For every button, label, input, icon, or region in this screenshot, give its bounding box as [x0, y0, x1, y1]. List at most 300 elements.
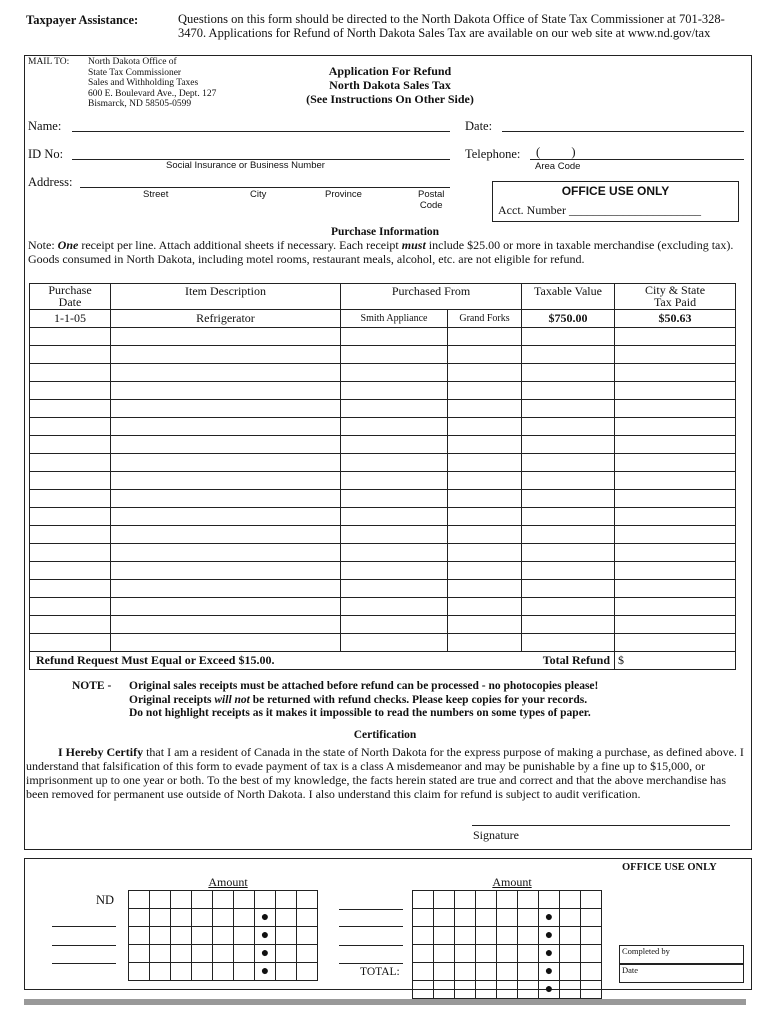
- table-cell[interactable]: [448, 544, 522, 562]
- amount-cell[interactable]: [413, 981, 434, 999]
- amount-cell[interactable]: [560, 963, 581, 981]
- amount-row: [413, 945, 602, 963]
- amount-cell[interactable]: [171, 927, 192, 945]
- amount-cell[interactable]: [171, 909, 192, 927]
- note-label: NOTE -: [72, 680, 112, 692]
- table-row-example: [30, 310, 736, 328]
- amount-cell[interactable]: [192, 891, 213, 909]
- table-cell[interactable]: [30, 472, 111, 490]
- amount-cell[interactable]: [497, 891, 518, 909]
- amount-cell[interactable]: [476, 927, 497, 945]
- table-row: [30, 472, 736, 490]
- amount-cell[interactable]: [297, 909, 318, 927]
- table-cell[interactable]: [615, 436, 736, 454]
- mailing-address: [88, 57, 216, 110]
- amount-cell[interactable]: [276, 963, 297, 981]
- amount-cell[interactable]: [192, 963, 213, 981]
- account-number-label: Acct. Number ______________________: [498, 203, 701, 217]
- table-cell[interactable]: [448, 382, 522, 400]
- note-middle: receipt per line. Attach additional sheets if necessary. Each receipt: [78, 238, 402, 252]
- table-cell[interactable]: [30, 490, 111, 508]
- table-cell[interactable]: [30, 598, 111, 616]
- amount-cell[interactable]: [192, 945, 213, 963]
- name-label: Name:: [28, 119, 62, 133]
- table-cell[interactable]: [522, 562, 615, 580]
- amount-cell[interactable]: [213, 927, 234, 945]
- table-cell[interactable]: [448, 346, 522, 364]
- amount-cell[interactable]: [455, 891, 476, 909]
- table-cell[interactable]: [448, 634, 522, 652]
- signature-field[interactable]: [472, 825, 730, 826]
- amount-cell[interactable]: [150, 909, 171, 927]
- province-sublabel: Province: [325, 189, 362, 200]
- amount-cell[interactable]: [581, 981, 602, 999]
- table-cell[interactable]: [448, 418, 522, 436]
- table-cell[interactable]: [341, 382, 448, 400]
- amount-cell[interactable]: [581, 963, 602, 981]
- table-cell[interactable]: [615, 508, 736, 526]
- table-cell[interactable]: [615, 526, 736, 544]
- amount-cell[interactable]: [581, 891, 602, 909]
- table-cell[interactable]: [522, 544, 615, 562]
- table-cell[interactable]: [111, 418, 341, 436]
- table-cell[interactable]: [30, 616, 111, 634]
- amount-row: [413, 963, 602, 981]
- table-cell[interactable]: [522, 508, 615, 526]
- telephone-field[interactable]: [530, 159, 744, 160]
- table-cell[interactable]: [615, 634, 736, 652]
- amount-cell[interactable]: [560, 891, 581, 909]
- amount-cell[interactable]: [129, 945, 150, 963]
- amount-cell[interactable]: [234, 891, 255, 909]
- amount-cell[interactable]: [455, 981, 476, 999]
- amount-cell[interactable]: [560, 927, 581, 945]
- header-taxable-value: Taxable Value: [522, 284, 615, 310]
- amount-cell[interactable]: [497, 945, 518, 963]
- decimal-dot[interactable]: ●: [255, 963, 276, 981]
- table-cell[interactable]: [522, 346, 615, 364]
- certification-title: Certification: [353, 729, 417, 741]
- amount-cell[interactable]: [413, 909, 434, 927]
- amount-cell[interactable]: [276, 909, 297, 927]
- table-cell[interactable]: [111, 616, 341, 634]
- decimal-dot[interactable]: ●: [255, 927, 276, 945]
- amount-cell[interactable]: [297, 945, 318, 963]
- postal-code-sublabel: [418, 189, 444, 211]
- table-row: [30, 526, 736, 544]
- date-office-field[interactable]: [619, 964, 744, 983]
- table-cell[interactable]: [111, 562, 341, 580]
- decimal-dot[interactable]: ●: [539, 927, 560, 945]
- amount-cell[interactable]: [150, 945, 171, 963]
- amount-cell[interactable]: [581, 945, 602, 963]
- amount-cell[interactable]: [476, 963, 497, 981]
- table-cell[interactable]: [111, 526, 341, 544]
- amount-cell[interactable]: [234, 963, 255, 981]
- example-city: Grand Forks: [448, 310, 522, 328]
- amount-cell[interactable]: [234, 945, 255, 963]
- header-tax-paid: City & State Tax Paid: [615, 284, 736, 310]
- decimal-dot[interactable]: ●: [255, 909, 276, 927]
- city-sublabel: City: [250, 189, 267, 200]
- mail-line: Sales and Withholding Taxes: [88, 78, 199, 88]
- amount-cell[interactable]: [476, 909, 497, 927]
- table-cell[interactable]: [522, 472, 615, 490]
- table-cell[interactable]: [615, 400, 736, 418]
- amount-cell[interactable]: [213, 963, 234, 981]
- amount-cell[interactable]: [413, 891, 434, 909]
- amount-cell[interactable]: [213, 891, 234, 909]
- table-cell[interactable]: [30, 454, 111, 472]
- amount-cell[interactable]: [434, 945, 455, 963]
- table-cell[interactable]: [615, 346, 736, 364]
- amount-cell[interactable]: [192, 909, 213, 927]
- table-cell[interactable]: [615, 598, 736, 616]
- table-cell[interactable]: [341, 598, 448, 616]
- table-cell[interactable]: [111, 400, 341, 418]
- table-cell[interactable]: [111, 634, 341, 652]
- blank-rows: [30, 328, 736, 652]
- amount-cell[interactable]: [581, 927, 602, 945]
- amount-cell[interactable]: [129, 909, 150, 927]
- decimal-dot[interactable]: ●: [539, 963, 560, 981]
- table-cell[interactable]: [615, 544, 736, 562]
- id-no-label: ID No:: [28, 147, 64, 161]
- header-purchase-date: Purchase Date: [30, 284, 111, 310]
- amount-row: [129, 909, 318, 927]
- note-line-1: Original sales receipts must be attached before refund can be processed - no photocopies please!: [129, 680, 599, 692]
- amount-cell[interactable]: [434, 909, 455, 927]
- table-cell[interactable]: [615, 616, 736, 634]
- table-cell[interactable]: [111, 544, 341, 562]
- certification-text: [26, 745, 748, 801]
- amount-cell[interactable]: [213, 945, 234, 963]
- mail-line: Bismarck, ND 58505-0599: [88, 99, 192, 109]
- telephone-label: Telephone:: [465, 147, 521, 161]
- amount-cell[interactable]: [497, 981, 518, 999]
- table-cell[interactable]: [30, 364, 111, 382]
- table-cell[interactable]: [522, 400, 615, 418]
- amount-cell[interactable]: [497, 927, 518, 945]
- table-cell[interactable]: [30, 526, 111, 544]
- amount-cell[interactable]: [413, 963, 434, 981]
- amount-cell[interactable]: [297, 891, 318, 909]
- amount-cell[interactable]: [276, 891, 297, 909]
- purchase-information-title: Purchase Information: [330, 226, 440, 238]
- office-use-title: OFFICE USE ONLY: [561, 184, 670, 198]
- table-cell[interactable]: [448, 616, 522, 634]
- table-cell[interactable]: [448, 364, 522, 382]
- mail-to-label: MAIL TO:: [28, 57, 70, 67]
- table-cell[interactable]: [341, 328, 448, 346]
- blank-line[interactable]: [339, 926, 403, 927]
- table-cell[interactable]: [522, 382, 615, 400]
- postal-word: Postal: [418, 189, 445, 200]
- total-refund-label: Total Refund: [522, 652, 615, 670]
- table-cell[interactable]: [341, 508, 448, 526]
- completed-by-label: Completed by: [622, 946, 670, 956]
- table-cell[interactable]: [448, 454, 522, 472]
- table-cell[interactable]: [111, 382, 341, 400]
- amount-cell[interactable]: [434, 981, 455, 999]
- id-no-sublabel: Social Insurance or Business Number: [166, 160, 325, 171]
- table-cell[interactable]: [111, 454, 341, 472]
- table-row: [30, 634, 736, 652]
- table-cell[interactable]: [341, 562, 448, 580]
- table-cell[interactable]: [615, 472, 736, 490]
- amount-cell[interactable]: [476, 945, 497, 963]
- table-cell[interactable]: [341, 616, 448, 634]
- table-cell[interactable]: [615, 454, 736, 472]
- amount-row: [413, 891, 602, 909]
- table-cell[interactable]: [30, 328, 111, 346]
- table-cell[interactable]: [522, 526, 615, 544]
- amount-cell[interactable]: [150, 963, 171, 981]
- amount-row: [413, 927, 602, 945]
- table-cell[interactable]: [522, 328, 615, 346]
- table-row: [30, 382, 736, 400]
- table-cell[interactable]: [30, 382, 111, 400]
- table-cell[interactable]: [448, 580, 522, 598]
- amount-cell[interactable]: [518, 891, 539, 909]
- example-item: Refrigerator: [111, 310, 341, 328]
- note-rest: include $25.00 or more in taxable merchandise (excluding tax). Goods consumed in North Dakota, including motel rooms, restaurant meals, alcohol, etc. are not eligible for refund.: [28, 238, 734, 266]
- taxpayer-assistance-label: Taxpayer Assistance:: [26, 13, 139, 27]
- amount-cell[interactable]: [518, 945, 539, 963]
- amount-row: [129, 963, 318, 981]
- table-cell[interactable]: [615, 562, 736, 580]
- certify-lead: I Hereby Certify: [58, 745, 144, 759]
- table-cell[interactable]: [341, 436, 448, 454]
- table-cell[interactable]: [615, 382, 736, 400]
- decimal-dot[interactable]: ●: [539, 909, 560, 927]
- amount-cell[interactable]: [192, 927, 213, 945]
- date-label: Date:: [465, 119, 493, 133]
- amount-cell[interactable]: [455, 909, 476, 927]
- amount-cell[interactable]: [255, 891, 276, 909]
- note-line-2: Original receipts will not be returned with refund checks. Please keep copies for your records.: [129, 693, 588, 706]
- table-row: [30, 544, 736, 562]
- table-total-row: [30, 652, 736, 670]
- table-cell[interactable]: [111, 436, 341, 454]
- table-cell[interactable]: [448, 508, 522, 526]
- table-cell[interactable]: [30, 400, 111, 418]
- amount-cell[interactable]: [297, 963, 318, 981]
- table-cell[interactable]: [448, 400, 522, 418]
- table-cell[interactable]: [522, 634, 615, 652]
- name-field[interactable]: [72, 131, 450, 132]
- table-cell[interactable]: [111, 328, 341, 346]
- amount-cell[interactable]: [413, 927, 434, 945]
- table-row: [30, 598, 736, 616]
- amount-cell[interactable]: [129, 963, 150, 981]
- amount-cell[interactable]: [455, 945, 476, 963]
- table-row: [30, 454, 736, 472]
- amount-cell[interactable]: [297, 927, 318, 945]
- table-cell[interactable]: [522, 364, 615, 382]
- amount-cell[interactable]: [150, 927, 171, 945]
- table-cell[interactable]: [341, 364, 448, 382]
- table-cell[interactable]: [30, 418, 111, 436]
- amount-cell[interactable]: [150, 891, 171, 909]
- note-text: [129, 680, 749, 721]
- table-cell[interactable]: [111, 490, 341, 508]
- mail-line: State Tax Commissioner: [88, 67, 182, 78]
- table-cell[interactable]: [341, 634, 448, 652]
- amount-row: [413, 981, 602, 999]
- table-cell[interactable]: [448, 328, 522, 346]
- amount-cell[interactable]: [434, 927, 455, 945]
- table-cell[interactable]: [448, 562, 522, 580]
- table-cell[interactable]: [341, 526, 448, 544]
- amount-cell[interactable]: [213, 909, 234, 927]
- amount-cell[interactable]: [434, 891, 455, 909]
- amount-cell[interactable]: [497, 963, 518, 981]
- table-cell[interactable]: [448, 436, 522, 454]
- amount-cell[interactable]: [434, 963, 455, 981]
- amount-cell[interactable]: [129, 891, 150, 909]
- form-title-line: (See Instructions On Other Side): [306, 92, 474, 106]
- table-cell[interactable]: [341, 418, 448, 436]
- note-one: One: [57, 238, 79, 252]
- table-cell[interactable]: [615, 490, 736, 508]
- table-cell[interactable]: [341, 490, 448, 508]
- form-title-line: Application For Refund: [328, 64, 452, 78]
- table-row: [30, 328, 736, 346]
- amount-cell[interactable]: [476, 891, 497, 909]
- table-cell[interactable]: [30, 544, 111, 562]
- table-cell[interactable]: [341, 544, 448, 562]
- table-cell[interactable]: [522, 490, 615, 508]
- amount-cell[interactable]: [413, 945, 434, 963]
- amount-row: [129, 891, 318, 909]
- mail-line: North Dakota Office of: [88, 57, 177, 67]
- amount-cell[interactable]: [171, 945, 192, 963]
- blank-line[interactable]: [52, 926, 116, 927]
- example-taxable: $750.00: [522, 310, 615, 328]
- amount-cell[interactable]: [276, 945, 297, 963]
- amount-cell[interactable]: [518, 963, 539, 981]
- address-field[interactable]: [80, 187, 450, 188]
- table-cell[interactable]: [30, 580, 111, 598]
- table-cell[interactable]: [111, 508, 341, 526]
- table-cell[interactable]: [522, 598, 615, 616]
- table-cell[interactable]: [111, 472, 341, 490]
- amount-cell[interactable]: [581, 909, 602, 927]
- purchase-note: [28, 239, 753, 266]
- amount-cell[interactable]: [560, 909, 581, 927]
- table-cell[interactable]: [615, 580, 736, 598]
- amount-cell[interactable]: [234, 927, 255, 945]
- amount-cell[interactable]: [276, 927, 297, 945]
- decimal-dot[interactable]: ●: [539, 945, 560, 963]
- table-cell[interactable]: [522, 436, 615, 454]
- code-word: Code: [419, 200, 443, 211]
- decimal-dot[interactable]: ●: [255, 945, 276, 963]
- table-row: [30, 436, 736, 454]
- form-title-line: North Dakota Sales Tax: [329, 78, 451, 92]
- table-cell[interactable]: [111, 364, 341, 382]
- amount-cell[interactable]: [234, 909, 255, 927]
- example-store: Smith Appliance: [341, 310, 448, 328]
- table-cell[interactable]: [341, 400, 448, 418]
- amount-cell[interactable]: [518, 909, 539, 927]
- table-header-row: [30, 284, 736, 310]
- table-row: [30, 346, 736, 364]
- amount-cell[interactable]: [171, 963, 192, 981]
- date-field[interactable]: [502, 131, 744, 132]
- blank-line[interactable]: [339, 909, 403, 910]
- office-use-title-bottom: OFFICE USE ONLY: [622, 862, 717, 873]
- table-cell[interactable]: [615, 418, 736, 436]
- table-cell[interactable]: [522, 616, 615, 634]
- amount-row: [129, 945, 318, 963]
- table-cell[interactable]: [111, 346, 341, 364]
- table-row: [30, 562, 736, 580]
- amount-cell[interactable]: [171, 891, 192, 909]
- table-cell[interactable]: [615, 364, 736, 382]
- blank-line[interactable]: [52, 945, 116, 946]
- blank-line[interactable]: [339, 945, 403, 946]
- amount-cell[interactable]: [497, 909, 518, 927]
- certify-body: that I am a resident of Canada in the state of North Dakota for the express purpose of making a purchase, as defined above. I understand that falsification of this form to evade payment of tax is a class A misdemeanor and may be punishable by a fine up to $15,000, or imprisonment up to one year or both. To the best of my knowledge, the facts herein stated are true and correct and that the above merchandise has been removed for permanent use outside of North Dakota. I also understand this claim for refund is subject to audit verification.: [26, 745, 744, 801]
- table-row: [30, 508, 736, 526]
- table-cell[interactable]: [111, 598, 341, 616]
- amount-grid-right: [412, 890, 602, 999]
- table-cell[interactable]: [448, 490, 522, 508]
- table-cell[interactable]: [111, 580, 341, 598]
- blank-line[interactable]: [339, 963, 403, 964]
- amount-row: [129, 927, 318, 945]
- amount-cell[interactable]: [455, 963, 476, 981]
- decimal-dot[interactable]: ●: [539, 981, 560, 999]
- blank-line[interactable]: [52, 963, 116, 964]
- table-cell[interactable]: [30, 508, 111, 526]
- table-cell[interactable]: [522, 580, 615, 598]
- date-office-label: Date: [622, 965, 639, 975]
- table-cell[interactable]: [522, 454, 615, 472]
- table-cell[interactable]: [30, 634, 111, 652]
- table-cell[interactable]: [341, 454, 448, 472]
- total-refund-field[interactable]: $: [615, 652, 736, 670]
- table-cell[interactable]: [30, 436, 111, 454]
- table-row: [30, 364, 736, 382]
- amount-cell[interactable]: [518, 927, 539, 945]
- table-cell[interactable]: [615, 328, 736, 346]
- amount-cell[interactable]: [539, 891, 560, 909]
- amount-cell[interactable]: [518, 981, 539, 999]
- completed-by-field[interactable]: [619, 945, 744, 964]
- amount-cell[interactable]: [455, 927, 476, 945]
- taxpayer-assistance-text: Questions on this form should be directed to the North Dakota Office of State Tax Commissioner at 701-328-3470. Applications for Refund of North Dakota Sales Tax are available on our web site at www.nd.gov/tax: [178, 12, 725, 40]
- table-cell[interactable]: [522, 418, 615, 436]
- example-tax: $50.63: [615, 310, 736, 328]
- table-row: [30, 490, 736, 508]
- amount-cell[interactable]: [476, 981, 497, 999]
- table-cell[interactable]: [30, 562, 111, 580]
- amount-cell[interactable]: [129, 927, 150, 945]
- table-row: [30, 616, 736, 634]
- table-cell[interactable]: [448, 526, 522, 544]
- amount-cell[interactable]: [560, 981, 581, 999]
- amount-cell[interactable]: [560, 945, 581, 963]
- table-cell[interactable]: [448, 472, 522, 490]
- table-cell[interactable]: [30, 346, 111, 364]
- table-cell[interactable]: [448, 598, 522, 616]
- table-cell[interactable]: [341, 346, 448, 364]
- table-cell[interactable]: [341, 580, 448, 598]
- table-cell[interactable]: [341, 472, 448, 490]
